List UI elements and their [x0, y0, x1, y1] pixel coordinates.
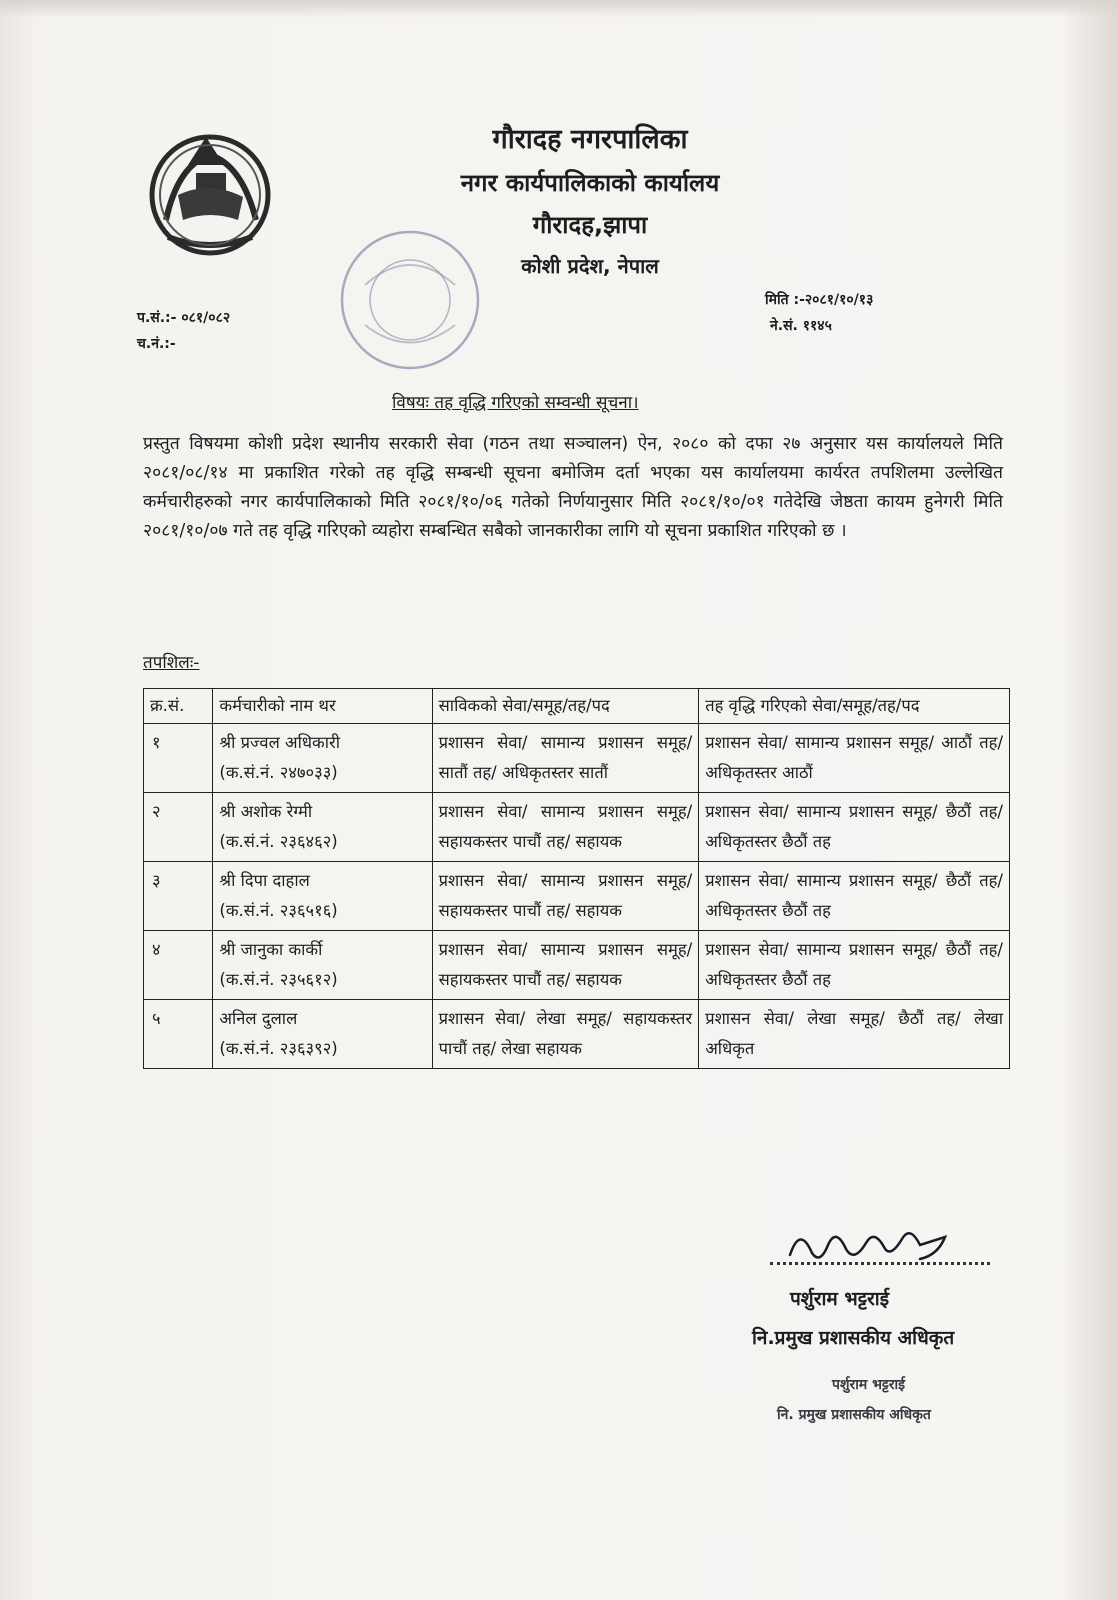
- employee-name: श्री जानुका कार्की: [219, 940, 323, 959]
- old-post-cell: प्रशासन सेवा/ सामान्य प्रशासन समूह/ सहायकस्तर पाचौं तह/ सहायक: [432, 793, 699, 862]
- col-serial: क्र.सं.: [144, 689, 213, 724]
- signatory-designation: नि.प्रमुख प्रशासकीय अधिकृत: [752, 1327, 955, 1349]
- table-row: [144, 724, 1010, 793]
- serial-cell: ३: [144, 862, 213, 931]
- employee-name: श्री अशोक रेग्मी: [219, 802, 313, 821]
- employee-name: श्री दिपा दाहाल: [219, 871, 310, 890]
- employee-code: (क.सं.नं. २३६५१६): [219, 901, 338, 920]
- new-post-cell: प्रशासन सेवा/ सामान्य प्रशासन समूह/ छैठौं तह/ अधिकृतस्तर छैठौं तह: [699, 862, 1010, 931]
- old-post-cell: प्रशासन सेवा/ सामान्य प्रशासन समूह/ सहायकस्तर पाचौं तह/ सहायक: [432, 931, 699, 1000]
- name-cell: [213, 1000, 432, 1069]
- dispatch-number: च.नं.:-: [137, 336, 176, 352]
- new-post-cell: प्रशासन सेवा/ लेखा समूह/ छैठौं तह/ लेखा अधिकृत: [699, 1000, 1010, 1069]
- office-name: नगर कार्यपालिकाको कार्यालय: [460, 169, 720, 197]
- employee-code: (क.सं.नं. २३६४६२): [219, 832, 338, 851]
- old-post-cell: प्रशासन सेवा/ सामान्य प्रशासन समूह/ सहायकस्तर पाचौं तह/ सहायक: [432, 862, 699, 931]
- name-cell: [213, 862, 432, 931]
- serial-cell: १: [144, 724, 213, 793]
- new-post-cell: प्रशासन सेवा/ सामान्य प्रशासन समूह/ छैठौं तह/ अधिकृतस्तर छैठौं तह: [699, 793, 1010, 862]
- old-post-cell: प्रशासन सेवा/ सामान्य प्रशासन समूह/ सातौं तह/ अधिकृतस्तर सातौं: [432, 724, 699, 793]
- office-stamp: [335, 225, 485, 375]
- serial-cell: २: [144, 793, 213, 862]
- place-name: गौरादह,झापा: [532, 211, 648, 239]
- table-row: [144, 793, 1010, 862]
- old-post-cell: प्रशासन सेवा/ लेखा समूह/ सहायकस्तर पाचौं तह/ लेखा सहायक: [432, 1000, 699, 1069]
- page-shadow: [0, 0, 1118, 18]
- seal-designation: नि. प्रमुख प्रशासकीय अधिकृत: [777, 1407, 931, 1423]
- new-post-cell: प्रशासन सेवा/ सामान्य प्रशासन समूह/ छैठौं तह/ अधिकृतस्तर छैठौं तह: [699, 931, 1010, 1000]
- employee-code: (क.सं.नं. २३६३९२): [219, 1039, 338, 1058]
- new-post-cell: प्रशासन सेवा/ सामान्य प्रशासन समूह/ आठौं तह/ अधिकृतस्तर आठौं: [699, 724, 1010, 793]
- employee-name: श्री प्रज्वल अधिकारी: [219, 733, 341, 752]
- col-new-post: तह वृद्धि गरिएको सेवा/समूह/तह/पद: [699, 689, 1010, 724]
- province-name: कोशी प्रदेश, नेपाल: [521, 254, 659, 278]
- seal-name: पर्शुराम भट्टराई: [832, 1377, 905, 1393]
- table-row: [144, 931, 1010, 1000]
- org-name: गौरादह नगरपालिका: [492, 124, 688, 155]
- signatory-name: पर्शुराम भट्टराई: [790, 1288, 890, 1310]
- ref-number: प.सं.:- ०८१/०८२: [137, 310, 231, 326]
- nepal-emblem-icon: [148, 125, 278, 265]
- details-label: तपशिलः-: [143, 653, 200, 673]
- signature-line: [770, 1262, 990, 1265]
- employee-name: अनिल दुलाल: [219, 1009, 298, 1028]
- date: मिति :-२०८१/१०/१३: [765, 292, 874, 308]
- signature-icon: [770, 1215, 990, 1275]
- employee-code: (क.सं.नं. २३५६१२): [219, 970, 338, 989]
- subject-line: विषयः तह वृद्धि गरिएको सम्वन्धी सूचना।: [392, 393, 639, 413]
- name-cell: [213, 931, 432, 1000]
- table-header-row: [144, 689, 1010, 724]
- serial-cell: ५: [144, 1000, 213, 1069]
- employee-code: (क.सं.नं. २४७०३३): [219, 763, 338, 782]
- col-name: कर्मचारीको नाम थर: [213, 689, 432, 724]
- table-row: [144, 862, 1010, 931]
- nepal-sambat: ने.सं. ११४५: [770, 318, 832, 334]
- notice-body: प्रस्तुत विषयमा कोशी प्रदेश स्थानीय सरकारी सेवा (गठन तथा सञ्चालन) ऐन, २०८० को दफा २७ अनुसार यस कार्यालयले मिति २०८१/०८/१४ मा प्रकाशित गरेको तह वृद्धि सम्बन्धी सूचना बमोजिम दर्ता भएका यस कार्यालयमा कार्यरत तपशिलमा उल्लेखित कर्मचारीहरुको नगर कार्यपालिकाको मिति २०८१/१०/०६ गतेको निर्णयानुसार मिति २०८१/१०/०१ गतेदेखि जेष्ठता कायम हुनेगरी मिति २०८१/१०/०७ गते तह वृद्धि गरिएको व्यहोरा सम्बन्धित सबैको जानकारीका लागि यो सूचना प्रकाशित गरिएको छ ।: [143, 434, 1003, 541]
- col-old-post: साविकको सेवा/समूह/तह/पद: [432, 689, 699, 724]
- promotion-table: [143, 688, 1010, 1069]
- name-cell: [213, 793, 432, 862]
- table-row: [144, 1000, 1010, 1069]
- serial-cell: ४: [144, 931, 213, 1000]
- name-cell: [213, 724, 432, 793]
